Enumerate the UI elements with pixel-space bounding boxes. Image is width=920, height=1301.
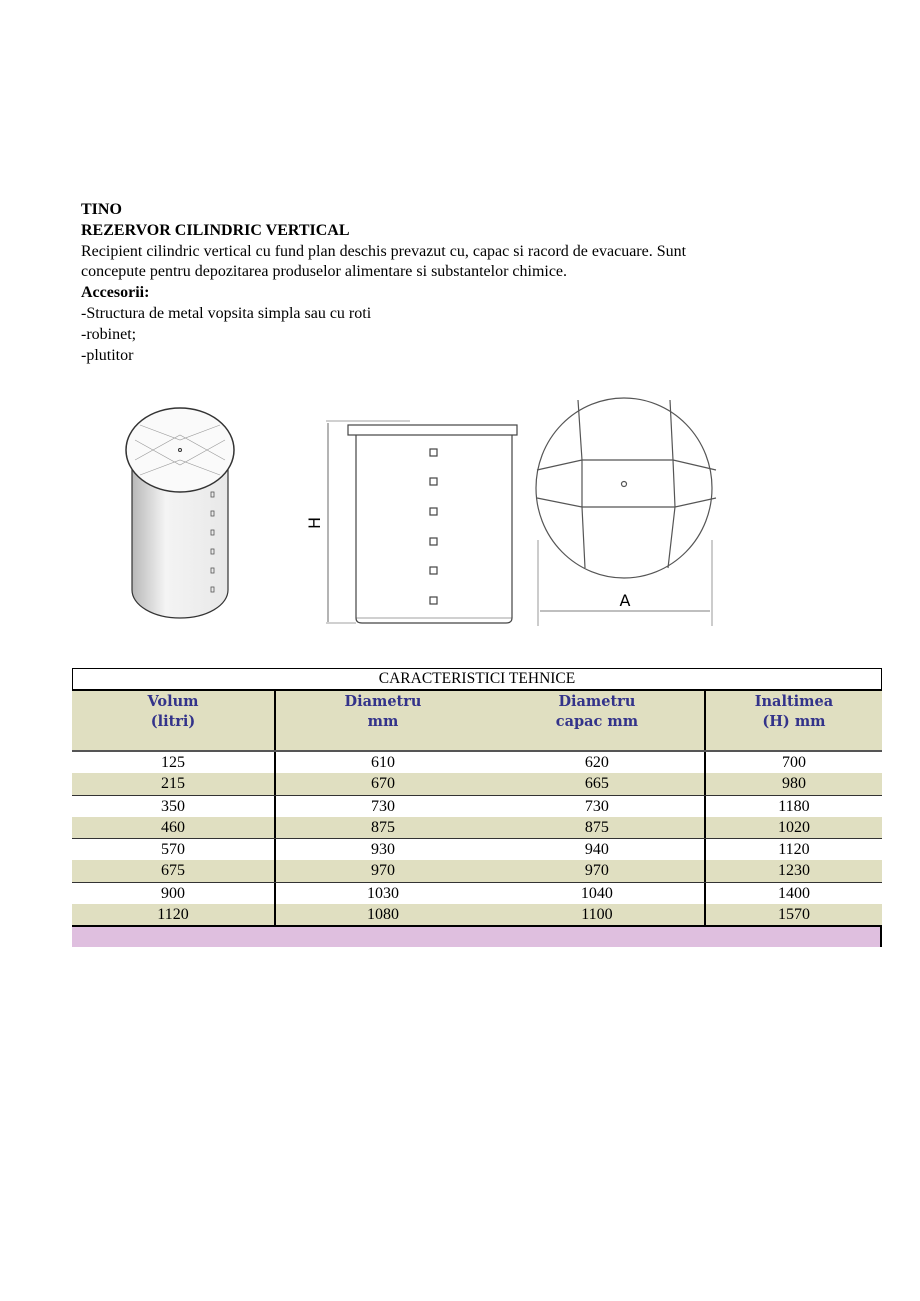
table-cell: 700 [781, 754, 806, 771]
table-cell: 875 [370, 818, 395, 836]
table-footer [72, 925, 882, 947]
table-cell: 970 [370, 862, 395, 880]
table-cell: 610 [370, 754, 395, 771]
table-cell: 1230 [777, 862, 810, 880]
description-line: Recipient cilindric vertical cu fund plan deschis prevazut cu, capac si racord de evacuare. Sunt [81, 242, 687, 260]
table-cell: 900 [72, 883, 276, 904]
table-cell: 125 [72, 752, 276, 773]
table-row [72, 860, 882, 882]
table-row [72, 773, 882, 795]
accessory-item: -Structura de metal vopsita simpla sau cu roti [81, 304, 372, 322]
table-cell: 730 [370, 797, 395, 815]
header-diameter: Diametru mm [344, 693, 422, 730]
technical-specs-table [72, 668, 882, 947]
table-row [72, 752, 882, 773]
table-cell: 1120 [72, 904, 276, 925]
table-cell: 1030 [366, 884, 399, 902]
table-cell: 1080 [366, 906, 399, 924]
table-header-row [72, 691, 882, 752]
table-cell: 980 [781, 775, 806, 793]
accessories-title: Accesorii: [81, 284, 150, 302]
header-height: Inaltimea (H) mm [754, 693, 834, 730]
table-cell: 1100 [490, 904, 706, 925]
table-cell: 670 [370, 775, 395, 793]
table-cell: 940 [490, 839, 706, 860]
tank-side-view [326, 421, 517, 623]
table-cell: 350 [72, 796, 276, 817]
table-cell: 1570 [777, 906, 810, 924]
table-cell: 665 [490, 773, 706, 794]
table-cell: 215 [72, 773, 276, 794]
table-row [72, 817, 882, 839]
table-cell: 570 [72, 839, 276, 860]
product-heading: REZERVOR CILINDRIC VERTICAL [81, 221, 350, 239]
tank-drawings [110, 390, 730, 640]
table-row [72, 796, 882, 817]
diameter-label: A [619, 591, 631, 610]
table-cell: 620 [490, 752, 706, 773]
product-description [81, 200, 686, 366]
table-cell: 460 [72, 817, 276, 838]
table-cell: 730 [490, 796, 706, 817]
table-cell: 1040 [490, 883, 706, 904]
table-cell: 1120 [778, 841, 810, 859]
header-lid-diameter: Diametru capac mm [490, 691, 706, 750]
header-volume: Volum (litri) [72, 691, 276, 750]
accessory-item: -robinet; [81, 325, 137, 343]
table-cell: 1180 [778, 797, 810, 815]
tank-3d-illustration [126, 408, 234, 618]
table-cell: 970 [490, 860, 706, 881]
table-cell: 675 [72, 860, 276, 881]
table-cell: 1020 [777, 818, 810, 836]
table-cell: 930 [370, 841, 395, 859]
accessory-item: -plutitor [81, 346, 134, 364]
table-row [72, 839, 882, 860]
product-name: TINO [81, 201, 122, 218]
table-title: CARACTERISTICI TEHNICE [72, 668, 882, 691]
table-row [72, 904, 882, 925]
table-cell: 1400 [777, 884, 810, 902]
table-cell: 875 [490, 817, 706, 838]
description-line: concepute pentru depozitarea produselor alimentare si substantelor chimice. [81, 263, 568, 281]
table-row [72, 883, 882, 904]
height-label: H [305, 516, 324, 530]
